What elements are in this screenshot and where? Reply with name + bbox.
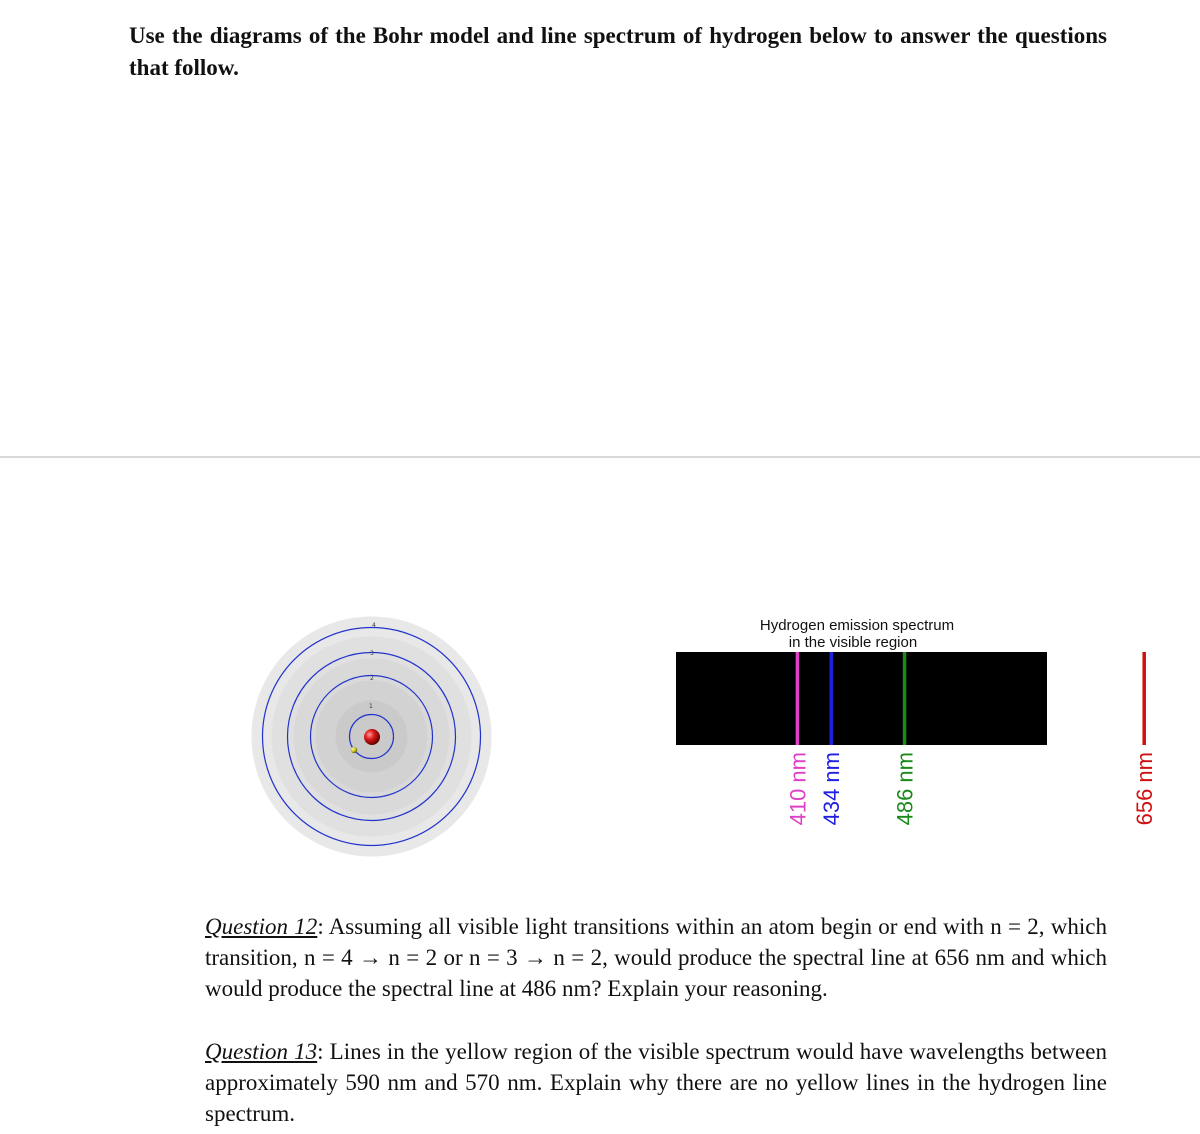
- instructions-text: Use the diagrams of the Bohr model and line spectrum of hydrogen below to answer the questions that follow.: [129, 23, 1107, 80]
- spectrum-title-line2: in the visible region: [788, 634, 918, 651]
- spectral-label-434: 434 nm: [819, 752, 845, 826]
- orbit-label-4: 4: [372, 622, 376, 629]
- orbit-label-1: 1: [369, 703, 373, 710]
- orbit-label-2: 2: [370, 675, 374, 682]
- bohr-model-diagram: [250, 615, 493, 858]
- electron: [351, 747, 357, 753]
- question-12-text: : Assuming all visible light transitions within an atom begin or end with n = 2, which transition, n = 4 → n = 2 or n = 3 → n = 2, would produce the spectral line at 656 nm and which would produce the spectral line at 486 nm? Explain your reasoning.: [205, 914, 1107, 1001]
- spectral-label-656: 656 nm: [1132, 752, 1158, 826]
- question-12: [205, 911, 1107, 1004]
- nucleus: [364, 729, 380, 745]
- page-divider: [0, 456, 1200, 458]
- spectrum-title-line1: Hydrogen emission spectrum: [759, 617, 955, 634]
- hydrogen-spectrum-diagram: [670, 612, 1158, 852]
- spectrum-band: [676, 652, 1047, 745]
- orbit-label-3: 3: [370, 650, 374, 657]
- question-13-text: : Lines in the yellow region of the visible spectrum would have wavelengths between approximately 590 nm and 570 nm. Explain why there are no yellow lines in the hydrogen line spectrum.: [205, 1039, 1107, 1126]
- question-13-label: Question 13: [205, 1039, 318, 1064]
- question-12-label: Question 12: [205, 914, 318, 939]
- question-13: [205, 1036, 1107, 1129]
- spectral-label-486: 486 nm: [892, 752, 918, 826]
- spectral-label-410: 410 nm: [785, 752, 811, 826]
